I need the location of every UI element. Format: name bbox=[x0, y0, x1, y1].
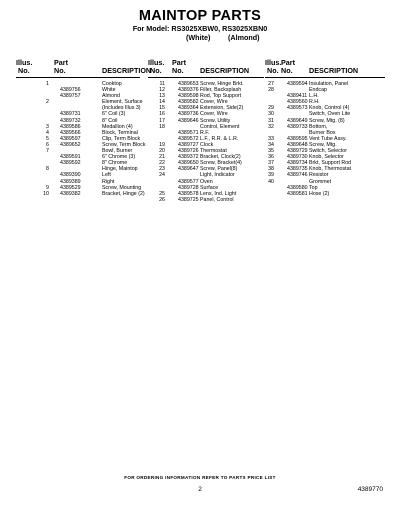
part-number: 4389389 bbox=[60, 178, 81, 185]
part-number: 4389595 bbox=[287, 135, 308, 142]
part-number: 4389725 bbox=[178, 196, 199, 203]
part-description: 6" Coil (3) bbox=[102, 111, 126, 118]
part-number: 4389598 bbox=[178, 93, 199, 100]
part-description: Top bbox=[309, 184, 318, 191]
illus-number: 6 bbox=[46, 141, 49, 148]
part-description: Screw, Bracket(4) bbox=[200, 160, 242, 167]
part-description: Cover, Wire bbox=[200, 111, 228, 118]
part-number: 4389746 bbox=[287, 172, 308, 179]
part-number: 4389560 bbox=[287, 99, 308, 106]
part-number: 4389649 bbox=[287, 117, 308, 124]
color-white-label: (White) bbox=[186, 32, 211, 42]
part-description: Cooktop bbox=[102, 81, 122, 87]
page-header bbox=[0, 8, 400, 43]
part-description: Endcap bbox=[309, 87, 327, 94]
part-description: Grommet bbox=[309, 178, 332, 185]
illus-number: 3 bbox=[46, 123, 49, 130]
part-description: Resistor bbox=[309, 172, 329, 179]
illus-number: 8 bbox=[46, 166, 49, 173]
part-number: 4389571 bbox=[178, 129, 199, 136]
illus-number: 36 bbox=[268, 154, 274, 161]
illus-number: 14 bbox=[159, 99, 165, 106]
parts-column-3 bbox=[265, 55, 385, 197]
part-number: 4389650 bbox=[178, 160, 199, 167]
part-number: 4389646 bbox=[178, 117, 199, 124]
illus-number: 31 bbox=[268, 117, 274, 124]
part-number: 4389582 bbox=[178, 99, 199, 106]
model-colors bbox=[0, 34, 400, 43]
parts-column-2 bbox=[148, 55, 264, 203]
illus-number: 34 bbox=[268, 141, 274, 148]
part-description: L.F., R.R. & L.R. bbox=[200, 135, 239, 142]
illus-number: 11 bbox=[159, 81, 165, 87]
part-number: 4389566 bbox=[60, 129, 81, 136]
illus-number: 18 bbox=[159, 123, 165, 130]
table-row bbox=[265, 191, 385, 197]
column-header bbox=[148, 55, 264, 77]
part-number: 4389577 bbox=[178, 178, 199, 185]
part-number: 4389653 bbox=[178, 81, 199, 87]
header-part-no: No. bbox=[172, 66, 184, 76]
table-row bbox=[148, 197, 264, 203]
part-number: 4389735 bbox=[287, 166, 308, 173]
illus-number: 28 bbox=[268, 87, 274, 94]
part-description: Switch, Oven Lite bbox=[309, 111, 351, 118]
part-number: 4389647 bbox=[178, 166, 199, 173]
header-part: Part bbox=[281, 58, 295, 68]
illus-number: 33 bbox=[268, 135, 274, 142]
part-number: 4389411 bbox=[287, 93, 308, 100]
part-number: 4389580 bbox=[287, 184, 308, 191]
part-number: 4389592 bbox=[60, 160, 81, 167]
part-description: Bracket, Hinge (2) bbox=[102, 190, 145, 197]
header-illus: Illus. bbox=[148, 58, 165, 68]
part-description: Light, Indicator bbox=[200, 172, 235, 179]
part-number: 4389572 bbox=[178, 135, 199, 142]
header-description: DESCRIPTION bbox=[309, 66, 359, 76]
illus-number: 24 bbox=[159, 172, 165, 179]
illus-number: 15 bbox=[159, 105, 165, 112]
column-header bbox=[265, 55, 385, 77]
part-number: 4389757 bbox=[60, 93, 81, 100]
illus-number: 30 bbox=[268, 111, 274, 118]
illus-number: 39 bbox=[268, 172, 274, 179]
part-description: R.F. bbox=[200, 129, 210, 136]
illus-number: 5 bbox=[46, 135, 49, 142]
color-almond-label: (Almond) bbox=[228, 32, 260, 42]
header-divider bbox=[16, 77, 140, 78]
part-description: Left bbox=[102, 172, 111, 179]
illus-number: 27 bbox=[268, 81, 274, 87]
illus-number: 7 bbox=[46, 148, 49, 155]
illus-number: 17 bbox=[159, 117, 165, 124]
part-description: Clock bbox=[200, 141, 214, 148]
part-number: 4389732 bbox=[60, 117, 81, 124]
part-description: Bracket, Clock(2) bbox=[200, 154, 241, 161]
header-part-no: No. bbox=[54, 66, 66, 76]
part-number: 4389648 bbox=[287, 141, 308, 148]
part-description: 8" Chrome bbox=[102, 160, 128, 167]
parts-column-1 bbox=[16, 55, 152, 197]
part-number: 4389390 bbox=[60, 172, 81, 179]
part-description: Element, Surface bbox=[102, 99, 143, 106]
parts-rows bbox=[265, 81, 385, 197]
part-description: Knob, Thermostat bbox=[309, 166, 352, 173]
part-number: 4389529 bbox=[60, 184, 81, 191]
page-number: 2 bbox=[198, 486, 202, 493]
illus-number: 40 bbox=[268, 178, 274, 185]
part-description: Hose (2) bbox=[309, 190, 330, 197]
header-divider bbox=[148, 77, 264, 78]
part-description: Screw, Utility bbox=[200, 117, 231, 124]
part-number: 4389581 bbox=[287, 190, 308, 197]
part-description: Cover, Wire bbox=[200, 99, 228, 106]
illus-number: 1 bbox=[46, 81, 49, 87]
illus-number: 2 bbox=[46, 99, 49, 106]
header-part: Part bbox=[54, 58, 68, 68]
part-number: 4389756 bbox=[60, 87, 81, 94]
part-description: Screw, Mtg. (8) bbox=[309, 117, 345, 124]
illus-number: 12 bbox=[159, 87, 165, 94]
part-number: 4389730 bbox=[287, 154, 308, 161]
part-number: 4389731 bbox=[60, 111, 81, 118]
illus-number: 19 bbox=[159, 141, 165, 148]
part-description: Knob, Control (4) bbox=[309, 105, 350, 112]
header-part: Part bbox=[172, 58, 186, 68]
part-description: Clip, Term Block bbox=[102, 135, 141, 142]
model-line: For Model: RS3025XBW0, RS3025XBN0 bbox=[132, 24, 268, 33]
document-number: 4389770 bbox=[357, 486, 383, 493]
part-description: Burner Box bbox=[309, 129, 336, 136]
part-description: Insulation, Panel bbox=[309, 81, 349, 87]
header-illus-no: No. bbox=[150, 66, 162, 76]
part-description: Filler, Backsplash bbox=[200, 87, 242, 94]
header-part-no: No. bbox=[281, 66, 293, 76]
parts-rows bbox=[148, 81, 264, 203]
part-description: Almond bbox=[102, 93, 120, 100]
part-description: Medallion (4) bbox=[102, 123, 133, 130]
part-number: 4389729 bbox=[287, 148, 308, 155]
part-description: Screw, Hinge Brkt. bbox=[200, 81, 244, 87]
illus-number: 21 bbox=[159, 154, 165, 161]
part-description: Oven bbox=[200, 178, 213, 185]
illus-number: 26 bbox=[159, 196, 165, 203]
part-description: Panel, Control bbox=[200, 196, 234, 203]
part-description: L.H. bbox=[309, 93, 319, 100]
column-header bbox=[16, 55, 152, 77]
part-description: (Includes Illus 3) bbox=[102, 105, 141, 112]
part-number: 4389726 bbox=[178, 148, 199, 155]
part-number: 4389727 bbox=[178, 141, 199, 148]
illus-number: 10 bbox=[43, 190, 49, 197]
part-description: White bbox=[102, 87, 116, 94]
part-description: Bottom, bbox=[309, 123, 328, 130]
header-description: DESCRIPTION bbox=[102, 66, 152, 76]
header-description: DESCRIPTION bbox=[200, 66, 250, 76]
part-description: Screw, Panel(8) bbox=[200, 166, 238, 173]
part-number: 4389591 bbox=[60, 154, 81, 161]
part-number: 4389597 bbox=[60, 135, 81, 142]
part-number: 4389734 bbox=[287, 160, 308, 167]
part-description: Screw, Term Block bbox=[102, 141, 146, 148]
illus-number: 16 bbox=[159, 111, 165, 118]
part-number: 4389578 bbox=[178, 190, 199, 197]
illus-number: 35 bbox=[268, 148, 274, 155]
part-number: 4389586 bbox=[60, 123, 81, 130]
part-number: 4389594 bbox=[287, 81, 308, 87]
illus-number: 4 bbox=[46, 129, 49, 136]
part-description: R.H. bbox=[309, 99, 320, 106]
part-description: Hinge, Maintop bbox=[102, 166, 138, 173]
part-description: Switch, Selector bbox=[309, 148, 347, 155]
part-description: Thermostat bbox=[200, 148, 227, 155]
part-number: 4389376 bbox=[178, 87, 199, 94]
part-description: Brkt, Support Rod bbox=[309, 160, 352, 167]
part-description: 8" Coil bbox=[102, 117, 118, 124]
header-illus-no: No. bbox=[18, 66, 30, 76]
part-description: Bowl, Burner bbox=[102, 148, 133, 155]
table-row bbox=[16, 190, 145, 197]
part-description: Screw, Mtg. bbox=[309, 141, 337, 148]
part-description: Rod, Top Support bbox=[200, 93, 242, 100]
illus-number: 37 bbox=[268, 160, 274, 167]
part-number: 4389573 bbox=[287, 105, 308, 112]
part-number: 4389736 bbox=[178, 111, 199, 118]
illus-number: 25 bbox=[159, 190, 165, 197]
header-illus: Illus. bbox=[16, 58, 33, 68]
header-illus: Illus. bbox=[265, 58, 282, 68]
header-divider bbox=[265, 77, 385, 78]
illus-number: 9 bbox=[46, 184, 49, 191]
part-description: Extension, Side(2) bbox=[200, 105, 244, 112]
part-number: 4389733 bbox=[287, 123, 308, 130]
page-title: MAINTOP PARTS bbox=[138, 8, 262, 24]
part-number: 4389382 bbox=[60, 190, 81, 197]
part-number: 4389652 bbox=[60, 141, 81, 148]
part-description: Screw, Mounting bbox=[102, 184, 142, 191]
part-number: 4389728 bbox=[178, 184, 199, 191]
parts-rows bbox=[16, 81, 146, 197]
illus-number: 23 bbox=[159, 166, 165, 173]
illus-number: 38 bbox=[268, 166, 274, 173]
ordering-note: FOR ORDERING INFORMATION REFER TO PARTS PRICE LIST bbox=[124, 475, 276, 480]
part-number: 4389364 bbox=[178, 105, 199, 112]
illus-number: 20 bbox=[159, 148, 165, 155]
part-description: Lens, Ind. Light bbox=[200, 190, 237, 197]
part-number: 4389372 bbox=[178, 154, 199, 161]
illus-number: 13 bbox=[159, 93, 165, 100]
part-description: Block, Terminal bbox=[102, 129, 138, 136]
part-description: 6" Chrome (3) bbox=[102, 154, 136, 161]
part-description: Surface bbox=[200, 184, 219, 191]
illus-number: 29 bbox=[268, 105, 274, 112]
part-description: Vent Tube Assy. bbox=[309, 135, 347, 142]
part-description: Control, Element bbox=[200, 123, 240, 130]
part-description: Knob, Selector bbox=[309, 154, 344, 161]
illus-number: 22 bbox=[159, 160, 165, 167]
header-illus-no: No. bbox=[267, 66, 279, 76]
illus-number: 32 bbox=[268, 123, 274, 130]
part-description: Right bbox=[102, 178, 115, 185]
